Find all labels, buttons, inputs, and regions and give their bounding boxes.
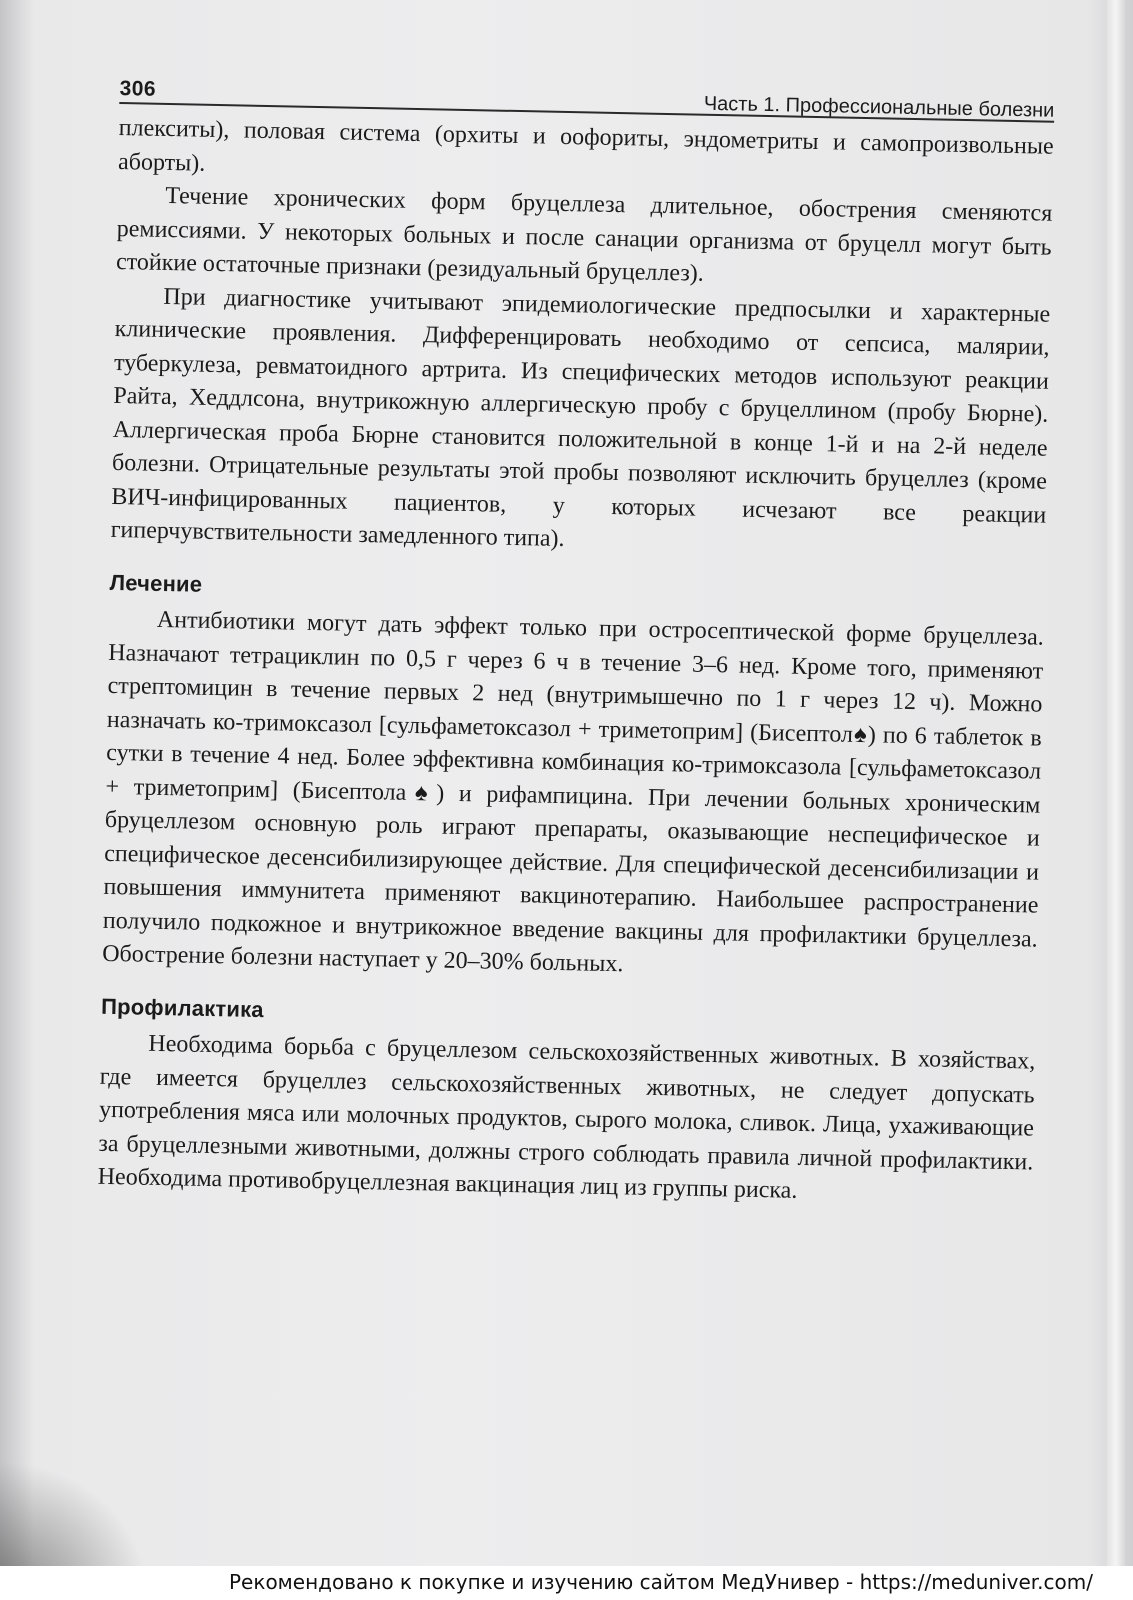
section-heading-prevention: Профилактика: [100, 993, 265, 1022]
paragraph-continuation: плекситы), половая система (орхиты и оофориты, эндометриты и самопроизвольные аборты).: [117, 114, 1054, 177]
page-number: 306: [119, 76, 157, 101]
paragraph-diagnostics: При диагностике учитывают эпидемиологические предпосылки и характерные клинические проявления. Дифференцировать необходимо от сепсиса, малярии, туберкулеза, ревматоидного артрита. Из специфических методов используют реакции Райта, Хеддлсона, внутрикожную аллергическую пробу с бруцеллином (пробу Бюрне). Аллергическая проба Бюрне становится положительной в конце 1-й и на 2-й неделе болезни. Отрицательные результаты этой пробы позволяют исключить бруцеллез (кроме ВИЧ-инфицированных пациентов, у которых исчезают все реакции гиперчувствительности замедленного типа).: [110, 283, 1051, 553]
running-title: Часть 1. Профессиональные болезни: [703, 92, 1055, 122]
footer-recommendation-text: Рекомендовано к покупке и изучению сайтом МедУнивер - https://meduniver.com/: [229, 1570, 1093, 1594]
section-heading-treatment: Лечение: [109, 569, 203, 597]
footer-bar: [0, 1566, 1133, 1600]
paragraph-treatment: Антибиотики могут дать эффект только при остросептической форме бруцеллеза. Назначают тетрациклин по 0,5 г через 6 ч в течение 3–6 нед. Кроме того, применяют стрептомицин в течение первых 2 нед (внутримышечно по 1 г через 12 ч). Можно назначать ко-тримоксазол [сульфаметоксазол + триметоприм] (Бисептол♠) по 6 таблеток в сутки в течение 4 нед. Более эффективна комбинация ко-тримоксазола [сульфаметоксазол + триметоприм] (Бисептола♠) и рифампицина. При лечении больных хроническим бруцеллезом основную роль играют препараты, оказывающие неспецифическое и специфическое десенсибилизирующее действие. Для специфической десенсибилизации и повышения иммунитета применяют вакцинотерапию. Наибольшее распространение получило подкожное и внутрикожное введение вакцины для профилактики бруцеллеза. Обострение болезни наступает у 20–30% больных.: [101, 606, 1045, 978]
paragraph-chronic-course: Течение хронических форм бруцеллеза длительное, обострения сменяются ремиссиями. У некоторых больных и после санации организма от бруцелл могут быть стойкие остаточные признаки (резидуальный бруцеллез).: [115, 182, 1053, 287]
page-edge: [1107, 0, 1125, 1600]
paragraph-prevention: Необходима борьба с бруцеллезом сельскохозяйственных животных. В хозяйствах, где имеется бруцеллез сельскохозяйственных животных, не следует допускать употребления мяса или молочных продуктов, сырого молока, сливок. Лица, ухаживающие за бруцеллезными животными, должны строго соблюдать правила личной профилактики. Необходима противобруцеллезная вакцинация лиц из группы риска.: [97, 1030, 1036, 1204]
book-page: [97, 68, 1054, 1213]
